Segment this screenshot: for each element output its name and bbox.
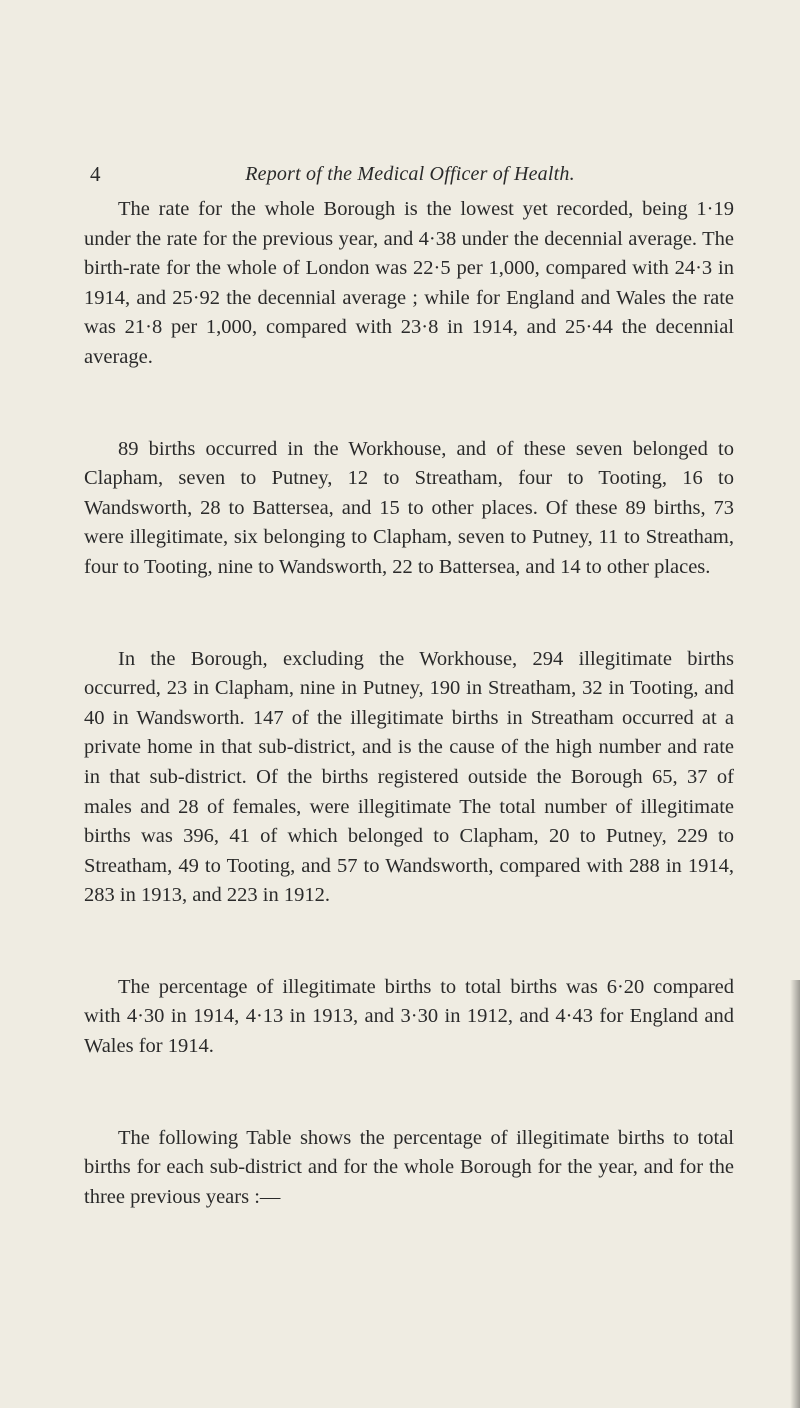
paragraph-workhouse-births: 89 births occurred in the Workhouse, and of these seven belonged to Clapham, seven to Putney, 12 to Streatham, four to Tooting, 16 to Wandsworth, 28 to Battersea, and 15 to other places. Of these 89 births, 73 were illegitimate, six belonging to Clapham, seven to Putney, 11 to Streatham, four to Tooting, nine to Wandsworth, 22 to Battersea, and 14 to other places. <box>84 437 734 578</box>
paragraph-illegitimate-percentage: The percentage of illegitimate births to total births was 6·20 compared with 4·30 in 1914, 4·13 in 1913, and 3·30 in 1912, and 4·43 for England and Wales for 1914. <box>84 975 734 1058</box>
page-edge-shadow <box>790 980 800 1408</box>
page-number: 4 <box>90 162 101 186</box>
paragraph-table-intro: The following Table shows the percentage of illegitimate births to total births for each sub-district and for the whole Borough for the year, and for the three previous years :— <box>84 1126 734 1208</box>
paragraph-birth-rate: The rate for the whole Borough is the lowest yet recorded, being 1·19 under the rate for the previous year, and 4·38 under the decennial average. The birth-rate for the whole of London was 22·5 per 1,000, compared with 24·3 in 1914, and 25·92 the decennial average ; while for England and Wales the rate was 21·8 per 1,000, compared with 23·8 in 1914, and 25·44 the decennial average. <box>84 198 734 368</box>
running-title: Report of the Medical Officer of Health. <box>245 163 575 185</box>
paragraph-borough-illegitimate-births: In the Borough, excluding the Workhouse, 294 illegitimate births occurred, 23 in Clapham, nine in Putney, 190 in Streatham, 32 in Tooting, and 40 in Wandsworth. 147 of the illegitimate births in Streatham occurred at a private home in that sub-district, and is the cause of the high number and rate in that sub-district. Of the births registered outside the Borough 65, 37 of males and 28 of females, were illegitimate The total number of illegitimate births was 396, 41 of which belonged to Clapham, 20 to Putney, 229 to Streatham, 49 to Tooting, and 57 to Wandsworth, compared with 288 in 1914, 283 in 1913, and 223 in 1912. <box>84 647 734 907</box>
body-text <box>84 195 734 1274</box>
page-header <box>90 156 730 192</box>
